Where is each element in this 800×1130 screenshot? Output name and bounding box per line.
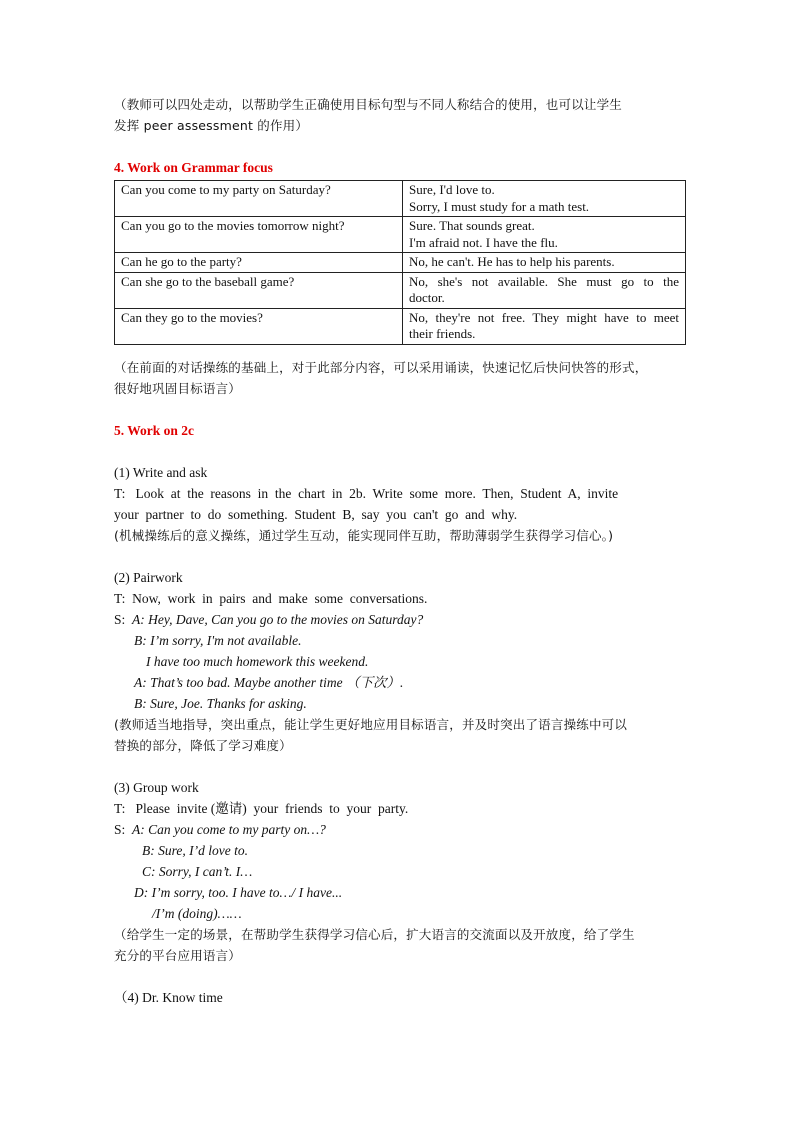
section4-note-line2: 很好地巩固目标语言） bbox=[114, 380, 242, 396]
section4-heading: 4. Work on Grammar focus bbox=[114, 160, 273, 175]
answer-line: doctor. bbox=[409, 290, 445, 305]
answer-cell bbox=[403, 308, 686, 344]
document-page bbox=[114, 94, 686, 1008]
part2-dialogue-line: A: That’s too bad. Maybe another time （下次）. bbox=[134, 674, 404, 690]
question-cell: Can you go to the movies tomorrow night? bbox=[115, 217, 403, 253]
part4-title: （4) Dr. Know time bbox=[114, 989, 223, 1005]
answer-cell bbox=[403, 181, 686, 217]
student-prefix: S: bbox=[114, 611, 126, 627]
part3-note-line2: 充分的平台应用语言） bbox=[114, 947, 242, 963]
table-row bbox=[115, 217, 686, 253]
student-prefix: S: bbox=[114, 821, 126, 837]
question-cell: Can he go to the party? bbox=[115, 253, 403, 273]
answer-line: No, they're not free. They might have to meet bbox=[409, 309, 679, 325]
section4-note-line1: （在前面的对话操练的基础上，对于此部分内容，可以采用诵读，快速记忆后快问快答的形式， bbox=[114, 359, 648, 375]
answer-line: No, he can't. He has to help his parents. bbox=[409, 254, 615, 269]
part2-dialogue-line: B: Sure, Joe. Thanks for asking. bbox=[134, 695, 307, 711]
dialogue-text: A: Can you come to my party on…? bbox=[132, 821, 326, 837]
part3-dialogue-line: B: Sure, I’d love to. bbox=[142, 842, 248, 858]
part2-dialogue-line: B: I’m sorry, I'm not available. bbox=[134, 632, 302, 648]
answer-line: Sure, I'd love to. bbox=[409, 182, 495, 197]
part3-dialogue-line: /I’m (doing)…… bbox=[152, 905, 242, 921]
part3-teacher-line: T: Please invite (邀请) your friends to your party. bbox=[114, 800, 409, 816]
answer-line: No, she's not available. She must go to the bbox=[409, 273, 679, 289]
part3-dialogue-line: C: Sorry, I can’t. I… bbox=[142, 863, 253, 879]
intro-note-line2: 发挥 peer assessment 的作用） bbox=[114, 118, 309, 133]
part2-note-line1: (教师适当地指导，突出重点，能让学生更好地应用目标语言，并及时突出了语言操练中可以 bbox=[114, 716, 628, 732]
part3-dialogue-line bbox=[114, 819, 686, 840]
answer-line: Sorry, I must study for a math test. bbox=[409, 198, 590, 214]
intro-note-cont bbox=[114, 115, 686, 136]
table-row bbox=[115, 308, 686, 344]
question-cell: Can you come to my party on Saturday? bbox=[115, 181, 403, 217]
part1-note: (机械操练后的意义操练，通过学生互动，能实现同伴互助，帮助薄弱学生获得学习信心。) bbox=[114, 527, 614, 543]
part2-dialogue-line bbox=[114, 609, 686, 630]
answer-cell bbox=[403, 253, 686, 273]
section5-heading: 5. Work on 2c bbox=[114, 422, 195, 438]
table-row bbox=[115, 272, 686, 308]
table-row bbox=[115, 253, 686, 273]
part2-dialogue-line: I have too much homework this weekend. bbox=[146, 653, 369, 669]
answer-cell bbox=[403, 272, 686, 308]
part3-dialogue-line: D: I’m sorry, too. I have to…/ I have... bbox=[134, 884, 343, 900]
dialogue-text: A: Hey, Dave, Can you go to the movies on Saturday? bbox=[132, 611, 424, 627]
table-row bbox=[115, 181, 686, 217]
part1-teacher-line1: T: Look at the reasons in the chart in 2b. Write some more. Then, Student A, invite bbox=[114, 485, 619, 501]
part2-title: (2) Pairwork bbox=[114, 569, 183, 585]
question-cell: Can she go to the baseball game? bbox=[115, 272, 403, 308]
part2-note-line2: 替换的部分，降低了学习难度） bbox=[114, 737, 292, 753]
part3-title: (3) Group work bbox=[114, 779, 199, 795]
part1-teacher-line2: your partner to do something. Student B, say you can't go and why. bbox=[114, 506, 518, 522]
answer-line: Sure. That sounds great. bbox=[409, 218, 535, 233]
answer-cell bbox=[403, 217, 686, 253]
answer-line: their friends. bbox=[409, 326, 476, 341]
answer-line: I'm afraid not. I have the flu. bbox=[409, 234, 558, 250]
grammar-focus-table bbox=[114, 180, 686, 345]
intro-note bbox=[114, 94, 686, 115]
question-cell: Can they go to the movies? bbox=[115, 308, 403, 344]
part1-title: (1) Write and ask bbox=[114, 464, 208, 480]
part3-note-line1: （给学生一定的场景，在帮助学生获得学习信心后，扩大语言的交流面以及开放度，给了学生 bbox=[114, 926, 635, 942]
intro-note-line1: （教师可以四处走动，以帮助学生正确使用目标句型与不同人称结合的使用，也可以让学生 bbox=[114, 97, 623, 112]
part2-teacher-line: T: Now, work in pairs and make some conversations. bbox=[114, 590, 428, 606]
